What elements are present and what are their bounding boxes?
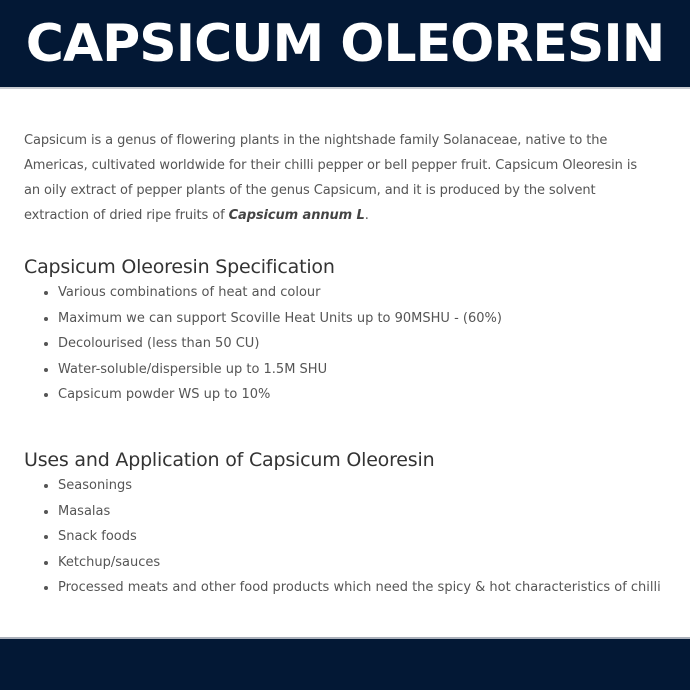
uses-heading: Uses and Application of Capsicum Oleoresin xyxy=(24,449,435,471)
species-name: Capsicum annum L xyxy=(228,208,365,223)
intro-end: . xyxy=(364,208,369,223)
list-item: • Capsicum powder WS up to 10% xyxy=(58,382,502,408)
intro-section xyxy=(24,128,644,228)
list-item: • Decolourised (less than 50 CU) xyxy=(58,331,502,357)
page-title: CAPSICUM OLEORESIN xyxy=(25,13,665,74)
list-item: • Maximum we can support Scoville Heat Units up to 90MSHU - (60%) xyxy=(58,306,502,332)
list-item: • Snack foods xyxy=(58,524,661,550)
list-item: • Processed meats and other food products which need the spicy & hot characteristics of chilli xyxy=(58,575,661,601)
list-item: • Masalas xyxy=(58,499,661,525)
intro-text: Capsicum is a genus of flowering plants in the nightshade family Solanaceae, native to the Americas, cultivated worldwide for their chilli pepper or bell pepper fruit. Capsicum Oleoresin is an oily extract of pepper plants of the genus Capsicum, and it is produced by the solvent extraction of dried ripe fruits of xyxy=(24,133,638,223)
list-item: • Water-soluble/dispersible up to 1.5M SHU xyxy=(58,357,502,383)
list-item: • Various combinations of heat and colour xyxy=(58,280,502,306)
uses-list xyxy=(24,473,661,601)
specification-list xyxy=(24,280,502,408)
header-divider xyxy=(0,87,690,89)
title-banner xyxy=(0,0,690,87)
footer-bar xyxy=(0,639,690,690)
list-item: • Seasonings xyxy=(58,473,661,499)
intro-paragraph xyxy=(24,128,644,228)
specification-heading: Capsicum Oleoresin Specification xyxy=(24,256,335,278)
list-item: • Ketchup/sauces xyxy=(58,550,661,576)
